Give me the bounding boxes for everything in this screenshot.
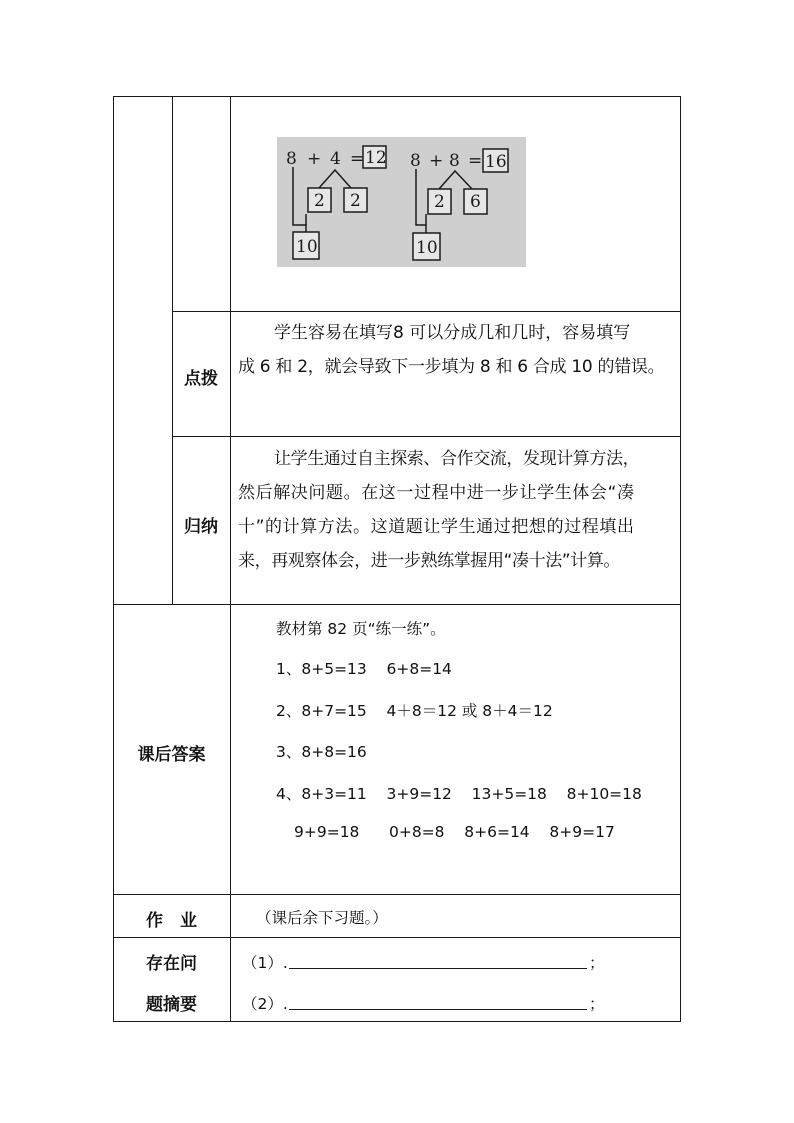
row-divider xyxy=(113,894,681,895)
table-border-top xyxy=(113,96,681,97)
problems-label-line1: 存在问 xyxy=(146,954,197,974)
left-equals-sign: = xyxy=(350,149,365,169)
dianbo-text xyxy=(238,316,674,384)
guina-line: 然后解决问题。在这一过程中进一步让学生体会“凑 xyxy=(238,483,635,503)
answer-item: 1、8+5=13 6+8=14 xyxy=(276,660,452,678)
table-border-bottom xyxy=(113,1021,681,1022)
left-result: 12 xyxy=(365,148,387,168)
guina-label: 归纳 xyxy=(184,517,218,537)
left-ten: 10 xyxy=(296,237,318,257)
guina-text xyxy=(238,442,674,578)
problem-2-blank[interactable] xyxy=(289,1009,587,1010)
problem-2-prefix: （2）. xyxy=(242,995,288,1013)
answer-item: 9+9=18 0+8=8 8+6=14 8+9=17 xyxy=(294,823,615,841)
left-split-b: 2 xyxy=(350,191,361,211)
row-divider xyxy=(172,311,681,312)
answers-label: 课后答案 xyxy=(137,745,206,765)
problem-2-end: ； xyxy=(589,995,605,1013)
make-ten-diagram xyxy=(277,137,526,267)
right-plus-sign: + xyxy=(429,151,444,171)
answer-item: 2、8+7=15 4＋8＝12 或 8＋4＝12 xyxy=(276,702,553,720)
table-border-right xyxy=(680,96,681,1022)
answers-intro: 教材第 82 页“练一练”。 xyxy=(276,620,446,638)
problems-label-line2: 题摘要 xyxy=(146,995,197,1015)
guina-line: 来，再观察体会，进一步熟练掌握用“凑十法”计算。 xyxy=(238,551,621,571)
problem-1-end: ； xyxy=(589,954,605,972)
guina-line: 让学生通过自主探索、合作交流，发现计算方法， xyxy=(274,449,640,469)
table-border-left xyxy=(113,96,114,1022)
left-addend-a: 8 xyxy=(286,149,297,169)
make-ten-diagram-photo xyxy=(277,137,526,267)
right-result: 16 xyxy=(485,152,507,172)
answer-item: 3、8+8=16 xyxy=(276,743,367,761)
problem-1-blank[interactable] xyxy=(289,968,587,969)
right-equals-sign: = xyxy=(468,151,483,171)
row-divider xyxy=(113,937,681,938)
dianbo-label: 点拨 xyxy=(184,369,218,389)
left-addend-b: 4 xyxy=(330,149,341,169)
right-split-a: 2 xyxy=(434,192,445,212)
answer-item: 4、8+3=11 3+9=12 13+5=18 8+10=18 xyxy=(276,785,642,803)
guina-line: 十”的计算方法。这道题让学生通过把想的过程填出 xyxy=(238,517,635,537)
row-divider xyxy=(172,436,681,437)
left-plus-sign: + xyxy=(307,149,322,169)
problem-1-prefix: （1）. xyxy=(242,954,288,972)
right-addend-b: 8 xyxy=(449,151,460,171)
column-divider xyxy=(230,96,231,1022)
dianbo-line: 成 6 和 2，就会导致下一步填为 8 和 6 合成 10 的错误。 xyxy=(238,357,665,377)
homework-text: （课后余下习题。） xyxy=(256,909,388,927)
right-addend-a: 8 xyxy=(410,151,421,171)
row-divider xyxy=(113,604,681,605)
homework-label: 作 业 xyxy=(146,911,197,931)
dianbo-line: 学生容易在填写8 可以分成几和几时，容易填写 xyxy=(274,323,631,343)
right-ten: 10 xyxy=(416,238,438,258)
right-split-b: 6 xyxy=(470,192,481,212)
left-split-a: 2 xyxy=(314,191,325,211)
